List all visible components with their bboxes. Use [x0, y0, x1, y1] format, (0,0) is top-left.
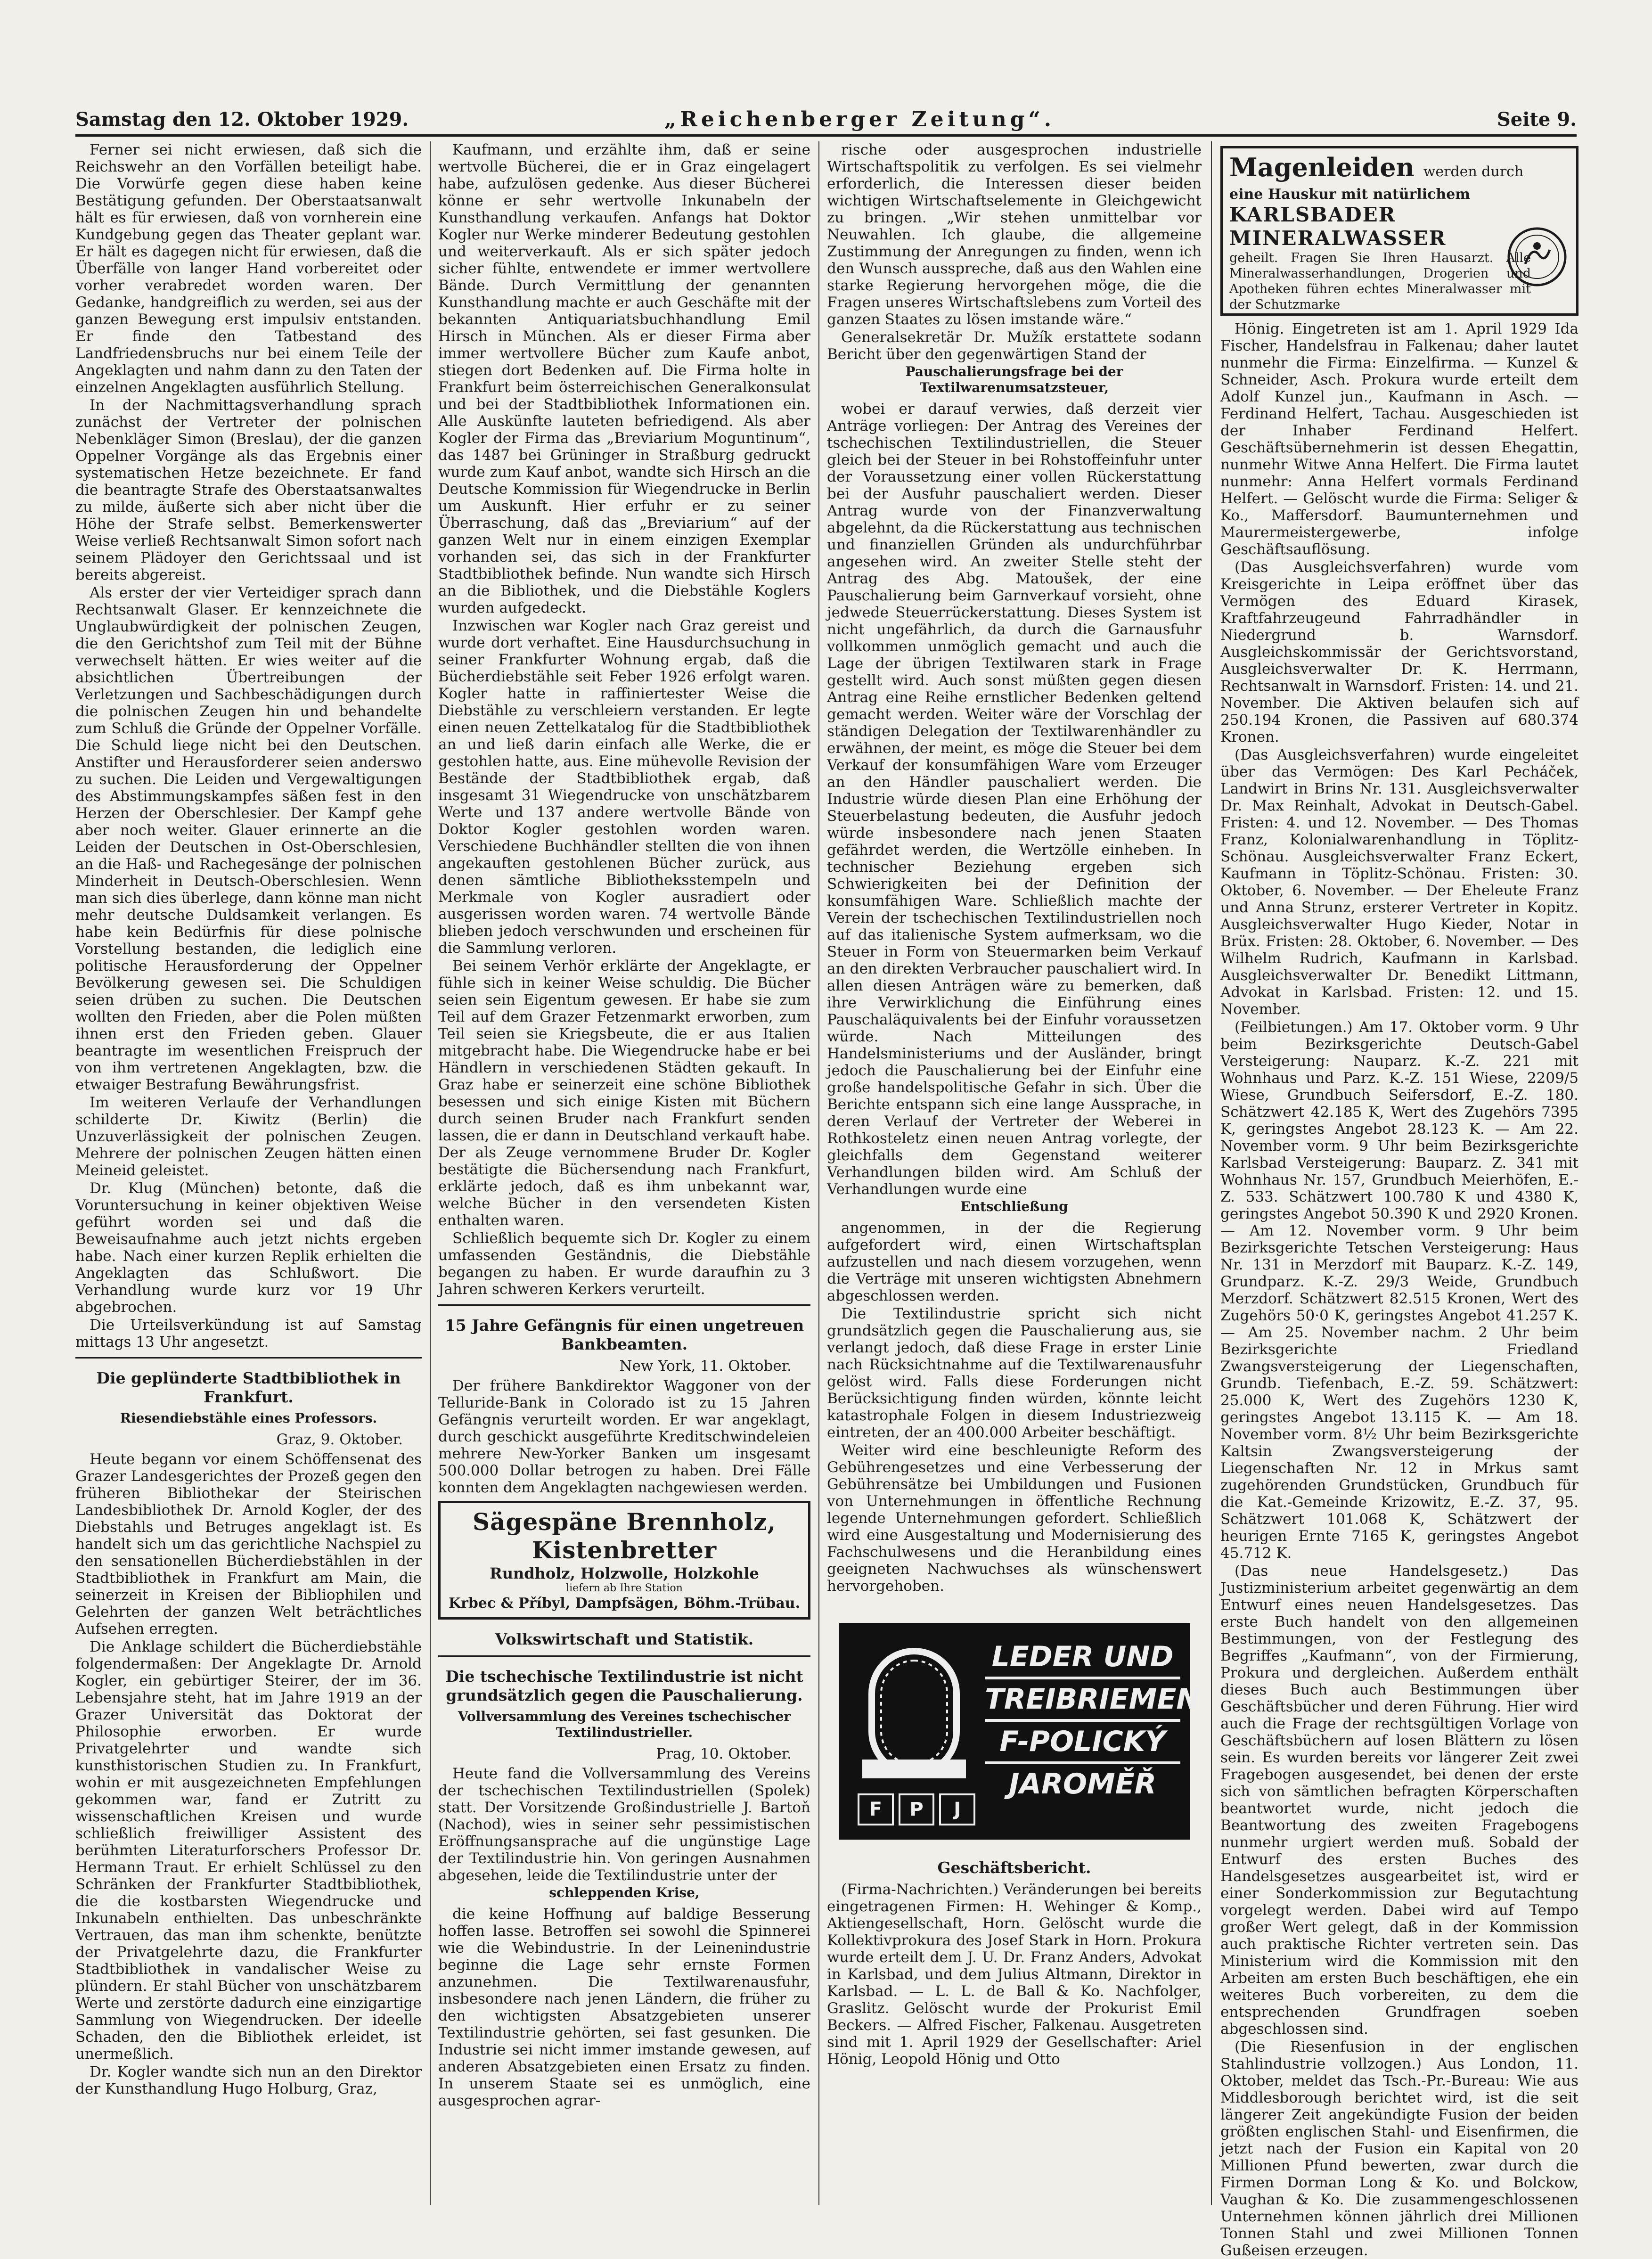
- paragraph: Kaufmann, und erzählte ihm, daß er seine wertvolle Bücherei, die er in Graz eingelagert habe, aufzulösen gedenke. Aus dieser Bücherei könne er sehr wertvolle Inkunabeln der Kunsthandlung verkaufen. Anfangs hat Doktor Kogler nur Werke minderer Bedeutung gestohlen und weiterverkauft. Als er sich später jedoch sicher fühlte, entwendete er immer wertvollere Bände. Durch Vermittlung der genannten Kunsthandlung machte er auch Geschäfte mit der bekannten Antiquariatsbuchhandlung Emil Hirsch in München. Als er dieser Firma aber immer wertvollere Bücher zum Kaufe anbot, stiegen dort Bedenken auf. Die Firma holte in Frankfurt beim österreichischen Generalkonsulat und bei der Stadtbibliothek Informationen ein. Alle Auskünfte lauteten befriedigend. Als aber Kogler der Firma das „Breviarium Moguntinum“, das 1487 bei Grüninger in Straßburg gedruckt wurde zum Kauf anbot, wandte sich Hirsch an die Deutsche Kommission für Wiegendrucke in Berlin um Auskunft. Hier erfuhr er zu seiner Überraschung, daß das „Breviarium“ auf der ganzen Welt nur in einem einzigen Exemplar vorhanden sei, das sich in der Frankfurter Stadtbibliothek befinde. Nun wandte sich Hirsch an die Bibliothek, und die Diebstähle Koglers wurden aufgedeckt.: [438, 141, 810, 616]
- paragraph: Ferner sei nicht erwiesen, daß sich die Reichswehr an den Vorfällen beteiligt habe. Die Vorwürfe gegen diese haben keine Bestätigung gefunden. Der Oberstaatsanwalt hält es für erwiesen, daß von vornherein eine Kundgebung gegen das Theater geplant war. Er hält es dagegen nicht für erwiesen, daß die Überfälle von langer Hand vorbereitet oder vorher verabredet worden waren. Der Gedanke, handgreiflich zu werden, sei aus der ganzen Bewegung erst impulsiv entstanden. Er finde den Tatbestand des Landfriedensbruchs nur bei einem Teile der Angeklagten und nahm dann zu den Taten der einzelnen Angeklagten ausführlich Stellung.: [75, 141, 422, 396]
- ad-monogram: [858, 1793, 975, 1825]
- header-date: Samstag den 12. Oktober 1929.: [75, 108, 409, 131]
- column-1: [75, 141, 422, 2205]
- header-page-number: Seite 9.: [1497, 108, 1577, 131]
- paragraph: die keine Hoffnung auf baldige Besserung hoffen lasse. Betroffen sei sowohl die Spinnerei wie die Webindustrie. In der Leinenindustrie beginne die Lage sehr ernste Formen anzunehmen. Die Textilwarenausfuhr, insbesondere nach jenen Ländern, die früher zu den wichtigsten Absatzgebieten unserer Textilindustrie gehörten, sei fast gesunken. Die Industrie sei nicht immer imstande gewesen, auf anderen Absatzgebieten einen Ersatz zu finden. In unserem Staate sei es unmöglich, eine ausgesprochen agrar-: [438, 1906, 810, 2109]
- paragraph: Generalsekretär Dr. Mužík erstattete sodann Bericht über den gegenwärtigen Stand der: [827, 329, 1202, 363]
- paragraph: In der Nachmittagsverhandlung sprach zunächst der Vertreter der polnischen Nebenkläger Simon (Breslau), der die ganzen Oppelner Vorgänge als das Ergebnis einer systematischen Hetze bezeichnete. Er fand die beantragte Strafe des Oberstaatsanwaltes zu milde, äußerte sich aber nicht über die Höhe der Strafe selbst. Bemerkenswerter Weise verließ Rechtsanwalt Simon sofort nach seinem Plädoyer den Gerichtssaal und ist bereits abgereist.: [75, 397, 422, 583]
- column-4: [1220, 141, 1578, 2259]
- ad-title: Sägespäne Brennholz, Kistenbretter: [473, 1508, 776, 1564]
- paragraph: (Feilbietungen.) Am 17. Oktober vorm. 9 Uhr beim Bezirksgerichte Deutsch-Gabel Versteigerung: Nauparz. K.-Z. 221 mit Wohnhaus und Parz. K.-Z. 151 Wiese, 2209/5 Wiese, Grundbuch Seifersdorf, E.-Z. 180. Schätzwert 42.185 K, Wert des Zugehörs 7395 K, geringstes Angebot 28.123 K. — Am 22. November vorm. 9 Uhr beim Bezirksgerichte Karlsbad Versteigerung: Bauparz. Z. 341 mit Wohnhaus Nr. 157, Grundbuch Meierhöfen, E.-Z. 533. Schätzwert 100.780 K und 4380 K, geringstes Angebot 50.390 K und 2920 Kronen. — Am 12. November vorm. 9 Uhr beim Bezirksgerichte Tetschen Versteigerung: Haus Nr. 131 in Merzdorf mit Bauparz. K.-Z. 149, Grundparz. K.-Z. 29/3 Weide, Grundbuch Merzdorf. Schätzwert 82.515 Kronen, Wert des Zugehörs 50·0 K, geringstes Angebot 41.257 K. — Am 25. November nachm. 2 Uhr beim Bezirksgerichte Friedland Zwangsversteigerung der Liegenschaften, Grundb. Tiefenbach, E.-Z. 59. Schätzwert: 25.000 K, Wert des Zugehörs 1230 K, geringstes Angebot 13.115 K. — Am 18. November vorm. 8½ Uhr beim Bezirksgerichte Kaltsin Zwangsversteigerung der Liegenschaften Nr. 12 in Mrkus samt zugehörenden Grundstücken, Grundbuch für die Kat.-Gemeinde Krizowitz, E.-Z. 37, 95. Schätzwert 101.068 K, Schätzwert der heurigen Ernte 7165 K, geringstes Angebot 45.712 K.: [1220, 1019, 1578, 1562]
- column-divider: [818, 141, 819, 2205]
- article-headline: Die geplünderte Stadtbibliothek in Frankfurt.: [96, 1369, 401, 1406]
- divider: [438, 1655, 810, 1657]
- ad-products: Rundholz, Holzwolle, Holzkohle: [490, 1564, 759, 1582]
- divider: [438, 1304, 810, 1306]
- paragraph: Die Anklage schildert die Bücherdiebstähle folgendermaßen: Der Angeklagte Dr. Arnold Kogler, ein gebürtiger Steirer, der im 36. Lebensjahre steht, hat im Jahre 1919 an der Grazer Universität das Doktorat der Philosophie erworben. Er wurde Privatgelehrter und wandte sich kunsthistorischen Studien zu. In Frankfurt, wohin er mit ausgezeichneten Empfehlungen gekommen war, fand er Zutritt zu wissenschaftlichen Kreisen und wurde schließlich freiwilliger Assistent des berühmten Literaturforschers Professor Dr. Hermann Traut. Er erhielt Schlüssel zu den Schränken der Frankfurter Stadtbibliothek, die die kostbarsten Wiegendrucke und Inkunabeln enthielten. Das unbeschränkte Vertrauen, das man ihm schenkte, benützte der Privatgelehrte dazu, die Frankfurter Stadtbibliothek in vandalischer Weise zu plündern. Er stahl Bücher von unschätzbarem Werte und zerstörte dadurch eine einzigartige Sammlung von Wiegendrucken. Der ideelle Schaden, den die Bibliothek erleidet, ist unermeßlich.: [75, 1638, 422, 2063]
- monogram-letter: F: [858, 1793, 894, 1825]
- paragraph: Dr. Klug (München) betonte, daß die Voruntersuchung in keiner objektiven Weise geführt worden sei und daß die Beweisaufnahme auch jetzt nichts ergeben habe. Nach einer kurzen Replik erhielten die Angeklagten das Schlußwort. Die Verhandlung wurde kurz vor 19 Uhr abgebrochen.: [75, 1180, 422, 1316]
- dateline: Graz, 9. Oktober.: [276, 1431, 403, 1448]
- ad-line-3: F-POLICKÝ: [985, 1722, 1180, 1764]
- paragraph: Bei seinem Verhör erklärte der Angeklagte, er fühle sich in keiner Weise schuldig. Die Bücher seien sein Eigentum gewesen. Er habe sie zum Teil auf dem Grazer Fetzenmarkt erworben, zum Teil seien sie Kriegsbeute, die er aus Italien mitgebracht habe. Die Wiegendrucke habe er bei Händlern in verschiedenen Städten gekauft. In Graz habe er seinerzeit eine schöne Bibliothek besessen und sich einige Kisten mit Büchern durch seinen Bruder nach Frankfurt senden lassen, die er dann in Deutschland verkauft habe. Der als Zeuge vernommene Bruder Dr. Kogler bestätigte die Büchersendung nach Frankfurt, erklärte jedoch, daß es ihm unbekannt war, welche Bücher in den versendeten Kisten enthalten waren.: [438, 958, 810, 1229]
- ad-title-suffix: werden durch: [1423, 164, 1524, 180]
- section-title: Geschäftsbericht.: [937, 1858, 1091, 1877]
- advertisement-leather-belts: [839, 1623, 1200, 1840]
- column-3: [827, 141, 1202, 2205]
- paragraph: (Die Riesenfusion in der englischen Stahlindustrie vollzogen.) Aus London, 11. Oktober, meldet das Tsch.-Pr.-Bureau: Wie aus Middlesborough berichtet wird, ist die seit längerer Zeit angekündigte Fusion der beiden größten englischen Stahl- und Eisenfirmen, die jetzt nach der Fusion ein Kapital von 20 Millionen Pfund bewerten, zwar durch die Firmen Dorman Long & Ko. und Bolckow, Vaughan & Ko. Die zusammengeschlossenen Unternehmen können jährlich drei Millionen Tonnen Stahl und zwei Millionen Tonnen Gußeisen erzeugen.: [1220, 2038, 1578, 2259]
- paragraph: Heute begann vor einem Schöffensenat des Grazer Landesgerichtes der Prozeß gegen den früheren Bibliothekar der Steirischen Landesbibliothek Dr. Arnold Kogler, der des Diebstahls und Betruges angeklagt ist. Es handelt sich um das gerichtliche Nachspiel zu den sensationellen Bücherdiebstählen in der Stadtbibliothek in Frankfurt am Main, die seinerzeit in Kreisen der Bibliophilen und Gelehrten der ganzen Welt beträchtliches Aufsehen erregten.: [75, 1451, 422, 1637]
- paragraph: Dr. Kogler wandte sich nun an den Direktor der Kunsthandlung Hugo Holburg, Graz,: [75, 2063, 422, 2097]
- ad-note: liefern ab Ihre Station: [566, 1582, 683, 1594]
- ad-line-1: LEDER UND: [985, 1637, 1180, 1679]
- ad-body: geheilt. Fragen Sie Ihren Hausarzt. Alle Mineralwasserhandlungen, Drogerien und Apotheken führen echtes Mineralwasser mit der Schutzmarke: [1229, 251, 1531, 312]
- column-divider: [430, 141, 431, 2205]
- header-paper-title: „Reichenberger Zeitung“.: [664, 107, 1055, 131]
- paragraph: (Das neue Handelsgesetz.) Das Justizministerium arbeitet gegenwärtig an dem Entwurf eines neuen Handelsgesetzes. Das erste Buch handelt von den allgemeinen Bestimmungen, von der Festlegung des Begriffes „Kaufmann“, von der Firmierung, Prokura und dergleichen. Außerdem enthält dieses Buch auch Bestimmungen über Geschäftsbücher und deren Führung. Hier wird auch die Frage der rechtsgültigen Vorlage von Geschäftsbüchern auf losen Blättern zu lösen sein. Es wurden bereits vor längerer Zeit zwei Fragebogen ausgesendet, bei denen der erste sich von sämtlichen befragten Körperschaften beantwortet wurde, nicht jedoch die Beantwortung des zweiten Fragebogens nunmehr urgiert werden muß. Sobald der Entwurf des ersten Buches des Handelsgesetzes ausgearbeitet ist, wird er einer Sonderkommission zur Begutachtung vorgelegt werden. Dabei wird auf Tempo großer Wert gelegt, daß in der Kommission auch praktische Richter vertreten sein. Das Ministerium wird die Kommission mit den Arbeiten am ersten Buch beschäftigen, ehe ein weiteres Buch vorbereiten, zu dem die entsprechenden Grundfragen soeben abgeschlossen sind.: [1220, 1563, 1578, 2038]
- paragraph: wobei er darauf verwies, daß derzeit vier Anträge vorliegen: Der Antrag des Vereines der tschechischen Textilindustriellen, die Steuer gleich bei der Steuer in bei Rohstoffeinfuhr unter der Voraussetzung einer vollen Rückerstattung bei der Ausfuhr pauschaliert werden. Dieser Antrag wurde von der Finanzverwaltung abgelehnt, da die Rückerstattung aus technischen und finanziellen Gründen als undurchführbar angesehen wird. An zweiter Stelle steht der Antrag des Abg. Matoušek, der eine Pauschalierung beim Garnverkauf vorsieht, ohne jedwede Steuerrückerstattung. Dieses System ist nicht ungefährlich, da durch die Garnausfuhr vollkommen unmöglich gemacht und auch die Lage der übrigen Textilwaren stark in Frage gestellt wird. Auch sonst müßten gegen diesen Antrag eine Reihe ernstlicher Bedenken geltend gemacht werden. Weiter wäre der Vorschlag der ständigen Delegation der Textilwarenhändler zu erwähnen, der meint, es möge die Steuer bei dem Verkauf der konsumfähigen Ware vom Erzeuger an den Händler pauschaliert werden. Die Industrie würde diesen Plan eine Erhöhung der Steuerbelastung bedeuten, die Ausfuhr jedoch würde insbesondere nach jenen Staaten gefährdet werden, die Wertzölle einheben. In technischer Beziehung ergeben sich Schwierigkeiten bei der Definition der konsumfähigen Ware. Schließlich machte der Verein der tschechischen Textilindustriellen noch auf das italienische System aufmerksam, wo die Steuer in Form von Steuermarken beim Verkauf an den direkten Verbraucher pauschaliert wird. In allen diesen Anträgen wäre zu bemerken, daß ihre Verwirklichung die Einführung eines Pauschaläquivalents bei der Einfuhr voraussetzen würde. Nach Mitteilungen des Handelsministeriums und der Ausländer, bringt jedoch die Pauschalierung bei der Einfuhr eine große handelspolitische Gefahr in sich. Über die Berichte entspann sich eine lange Aussprache, in deren Verlauf der Vertreter der Weberei in Rothkosteletz einen neuen Antrag vorlegte, der gleichfalls dem Gegenstand weiterer Verhandlungen bilden wird. Am Schluß der Verhandlungen wurde eine: [827, 401, 1202, 1198]
- paragraph: (Das Ausgleichsverfahren) wurde vom Kreisgerichte in Leipa eröffnet über das Vermögen des Eduard Kirasek, Kraftfahrzeugeund Fahrradhändler in Niedergrund b. Warnsdorf. Ausgleichskommissär der Gerichtsvorstand, Ausgleichsverwalter Dr. K. Herrmann, Rechtsanwalt in Warnsdorf. Fristen: 14. und 21. November. Die Aktiven belaufen sich auf 250.194 Kronen, die Passiven auf 680.374 Kronen.: [1220, 559, 1578, 745]
- monogram-letter: P: [899, 1793, 935, 1825]
- advertisement-karlsbad-water: [1220, 146, 1578, 316]
- paragraph: (Das Ausgleichsverfahren) wurde eingeleitet über das Vermögen: Des Karl Pecháček, Landwirt in Brins Nr. 131. Ausgleichsverwalter Dr. Max Reinhalt, Advokat in Deutsch-Gabel. Fristen: 4. und 12. November. — Des Thomas Franz, Kolonialwarenhandlung in Töplitz-Schönau. Ausgleichsverwalter Franz Eckert, Kaufmann in Töplitz-Schönau. Fristen: 30. Oktober, 6. November. — Der Eheleute Franz und Anna Strunz, ersterer Vertreter in Kopitz. Ausgleichsverwalter Hugo Kieder, Notar in Brüx. Fristen: 28. Oktober, 6. November. — Des Wilhelm Rudrich, Kaufmann in Karlsbad. Ausgleichsverwalter Dr. Benedikt Littmann, Advokat in Karlsbad. Fristen: 12. und 15. November.: [1220, 746, 1578, 1018]
- section-title: Volkswirtschaft und Statistik.: [495, 1630, 754, 1648]
- column-divider: [1211, 141, 1212, 2205]
- paragraph: Hönig. Eingetreten ist am 1. April 1929 Ida Fischer, Handelsfrau in Falkenau; daher lautet nunmehr die Firma: Einzelfirma. — Kunzel & Schneider, Asch. Prokura wurde erteilt dem Adolf Kunzel jun., Kaufmann in Asch. — Ferdinand Helfert, Tachau. Ausgeschieden ist der Inhaber Ferdinand Helfert. Geschäftsübernehmerin ist dessen Ehegattin, nunmehr Witwe Anna Helfert. Die Firma lautet nunmehr: Anna Helfert vormals Ferdinand Helfert. — Gelöscht wurde die Firma: Seliger & Ko., Maffersdorf. Baumunternehmen und Maurermeistergewerbe, infolge Geschäftsauflösung.: [1220, 320, 1578, 558]
- ad-title: Magenleiden: [1229, 152, 1415, 182]
- paragraph: Schließlich bequemte sich Dr. Kogler zu einem umfassenden Geständnis, die Diebstähle begangen zu haben. Er wurde daraufhin zu 3 Jahren schweren Kerkers verurteilt.: [438, 1230, 810, 1298]
- paragraph: Inzwischen war Kogler nach Graz gereist und wurde dort verhaftet. Eine Hausdurchsuchung in seiner Frankfurter Wohnung ergab, daß die Bücherdiebstähle seit Feber 1926 erfolgt waren. Kogler hatte in raffiniertester Weise die Diebstähle zu verschleiern verstanden. Er legte einen neuen Zettelkatalog für die Stadtbibliothek an und ließ darin einfach alle Werke, die er gestohlen hatte, aus. Eine mühevolle Revision der Bestände der Stadtbibliothek ergab, daß insgesamt 31 Wiegendrucke von unschätzbarem Werte und 137 andere wertvolle Bände von Doktor Kogler gestohlen worden waren. Verschiedene Buchhändler stellten die von ihnen angekauften gestohlenen Bücher zurück, aus denen sämtliche Bibliotheksstempeln und Merkmale von Kogler ausradiert oder ausgerissen worden waren. 74 wertvolle Bände blieben jedoch verschwunden und erscheinen für die Sammlung verloren.: [438, 617, 810, 957]
- paragraph: Die Urteilsverkündung ist auf Samstag mittags 13 Uhr angesetzt.: [75, 1317, 422, 1350]
- page-header: [75, 101, 1577, 137]
- inline-subhead: Pauschalierungsfrage bei der Textilwarenumsatzsteuer,: [905, 364, 1123, 395]
- dateline: Prag, 10. Oktober.: [656, 1745, 792, 1762]
- inline-subhead: Entschließung: [960, 1199, 1068, 1214]
- column-2: [438, 141, 810, 2205]
- ad-brand: KARLSBADER MINERALWASSER: [1229, 203, 1447, 250]
- ad-company: Krbec & Příbyl, Dampfsägen, Böhm.-Trübau.: [448, 1595, 801, 1612]
- article-headline: 15 Jahre Gefängnis für einen ungetreuen Bankbeamten.: [444, 1316, 804, 1353]
- ad-line-4: JAROMĚŘ: [1009, 1768, 1156, 1801]
- paragraph: Der frühere Bankdirektor Waggoner von der Telluride-Bank in Colorado ist zu 15 Jahren Gefängnis verurteilt worden. Er war angeklagt, durch geschickt ausgeführte Kreditschwindeleien mehrere New-Yorker Banken um insgesamt 500.000 Dollar betrogen zu haben. Drei Fälle konnten dem Angeklagten nachgewiesen werden.: [438, 1377, 810, 1496]
- paragraph: Als erster der vier Verteidiger sprach dann Rechtsanwalt Glaser. Er kennzeichnete die Unglaubwürdigkeit der polnischen Zeugen, die den Gerichtshof zum Teil mit der Bühne verwechselt hätten. Er wies weiter auf die absichtlichen Übertreibungen der Verletzungen und Sachbeschädigungen durch die polnischen Zeugen hin und behandelte zum Schluß die Gründe der Oppelner Vorfälle. Die Schuld liege nicht bei den Deutschen. Anstifter und Herausforderer seien anderswo zu suchen. Die Leiden und Vergewaltigungen des Abstimmungskampfes säßen fest in den Herzen der Oberschlesier. Der Kampf gehe aber noch weiter. Glauer erinnerte an die Leiden der Deutschen in Ost-Oberschlesien, an die Haß- und Rachegesänge der polnischen Minderheit in Deutsch-Oberschlesien. Wenn man sich dies überlege, dann könne man nicht mehr deutsche Duldsamkeit verlangen. Es habe kein Bedürfnis für diese polnische Vorstellung bestanden, die lediglich eine politische Herausforderung der Oppelner Bevölkerung gewesen sei. Die Schuldigen seien drüben zu suchen. Die Deutschen wollten den Frieden, aber die Polen müßten ihnen erst den Frieden geben. Glauer beantragte im wesentlichen Freispruch der von ihm vertretenen Angeklagten, bzw. die etwaiger Bestrafung Bewährungsfrist.: [75, 584, 422, 1093]
- paragraph: Im weiteren Verlaufe der Verhandlungen schilderte Dr. Kiwitz (Berlin) die Unzuverlässigkeit der polnischen Zeugen. Mehrere der polnischen Zeugen hätten einen Meineid geleistet.: [75, 1094, 422, 1179]
- dateline: New York, 11. Oktober.: [619, 1358, 792, 1375]
- trademark-seal-icon: [1506, 226, 1568, 287]
- paragraph: Die Textilindustrie spricht sich nicht grundsätzlich gegen die Pauschalierung aus, sie verlangt jedoch, daß diese Frage in erster Linie nach Rücksichtnahme auf die Textilwarenausfuhr gelöst wird. Falls diese Forderungen nicht Berücksichtigung finden würden, könnte leicht katastrophale Folgen in diesem Industriezweig eintreten, der an 400.000 Arbeiter beschäftigt.: [827, 1305, 1202, 1441]
- belt-icon: [853, 1642, 975, 1811]
- ad-line: eine Hauskur mit natürlichem: [1229, 186, 1471, 203]
- inline-subhead: schleppenden Krise,: [549, 1885, 700, 1900]
- advertisement-sawmill: [438, 1501, 810, 1620]
- paragraph: Weiter wird eine beschleunigte Reform des Gebührengesetzes und eine Verbesserung der Gebührensätze bei Umbildungen und Fusionen von Unternehmungen in öffentliche Rechnung legende Unternehmungen gefordert. Schließlich wird eine Ausgestaltung und Modernisierung des Fachschulwesens und die Heranbildung eines geeigneten Nachwuchses als wünschenswert hervorgehoben.: [827, 1442, 1202, 1595]
- monogram-letter: J: [939, 1793, 975, 1825]
- paragraph: Heute fand die Vollversammlung des Vereins der tschechischen Textilindustriellen (Spolek) statt. Der Vorsitzende Großindustrielle J. Bartoň (Nachod), wies in seiner sehr pessimistischen Eröffnungsansprache auf die ungünstige Lage der Textilindustrie hin. Von geringen Ausnahmen abgesehen, leide die Textilindustrie unter der: [438, 1765, 810, 1884]
- paragraph: (Firma-Nachrichten.) Veränderungen bei bereits eingetragenen Firmen: H. Wehinger & Komp., Aktiengesellschaft, Horn. Gelöscht wurde die Kollektivprokura des Josef Stark in Horn. Prokura wurde erteilt dem J. U. Dr. Franz Anders, Advokat in Karlsbad, und dem Julius Altmann, Direktor in Karlsbad. — L. L. de Ball & Ko. Nachfolger, Graslitz. Gelöscht wurde der Prokurist Emil Beckers. — Alfred Fischer, Falkenau. Ausgetreten sind mit 1. April 1929 der Gesellschafter: Ariel Hönig, Leopold Hönig und Otto: [827, 1881, 1202, 2068]
- ad-line-2: TREIBRIEMEN: [985, 1679, 1180, 1722]
- paragraph: angenommen, in der die Regierung aufgefordert wird, einen Wirtschaftsplan aufzustellen und nach diesem vorzugehen, wenn die Verträge mit unseren wichtigsten Abnehmern abgeschlossen werden.: [827, 1220, 1202, 1304]
- divider: [75, 1357, 422, 1359]
- article-subheadline: Riesendiebstähle eines Professors.: [120, 1410, 377, 1426]
- paragraph: rische oder ausgesprochen industrielle Wirtschaftspolitik zu verfolgen. Es sei vielmehr erforderlich, die Interessen dieser beiden wichtigen Wirtschaftselemente in Gleichgewicht zu bringen. „Wir stehen unmittelbar vor Neuwahlen. Ich glaube, die allgemeine Zustimmung der Anregungen zu finden, wenn ich den Wunsch ausspreche, daß aus den Wahlen eine starke Regierung hervorgehen möge, die die Fragen unseres Wirtschaftslebens zum Vorteil des ganzen Staates zu lösen imstande wäre.“: [827, 141, 1202, 328]
- article-headline: Die tschechische Textilindustrie ist nicht grundsätzlich gegen die Pauschalierung.: [445, 1667, 803, 1704]
- article-subheadline: Vollversammlung des Vereines tschechischer Textilindustrieller.: [458, 1709, 791, 1740]
